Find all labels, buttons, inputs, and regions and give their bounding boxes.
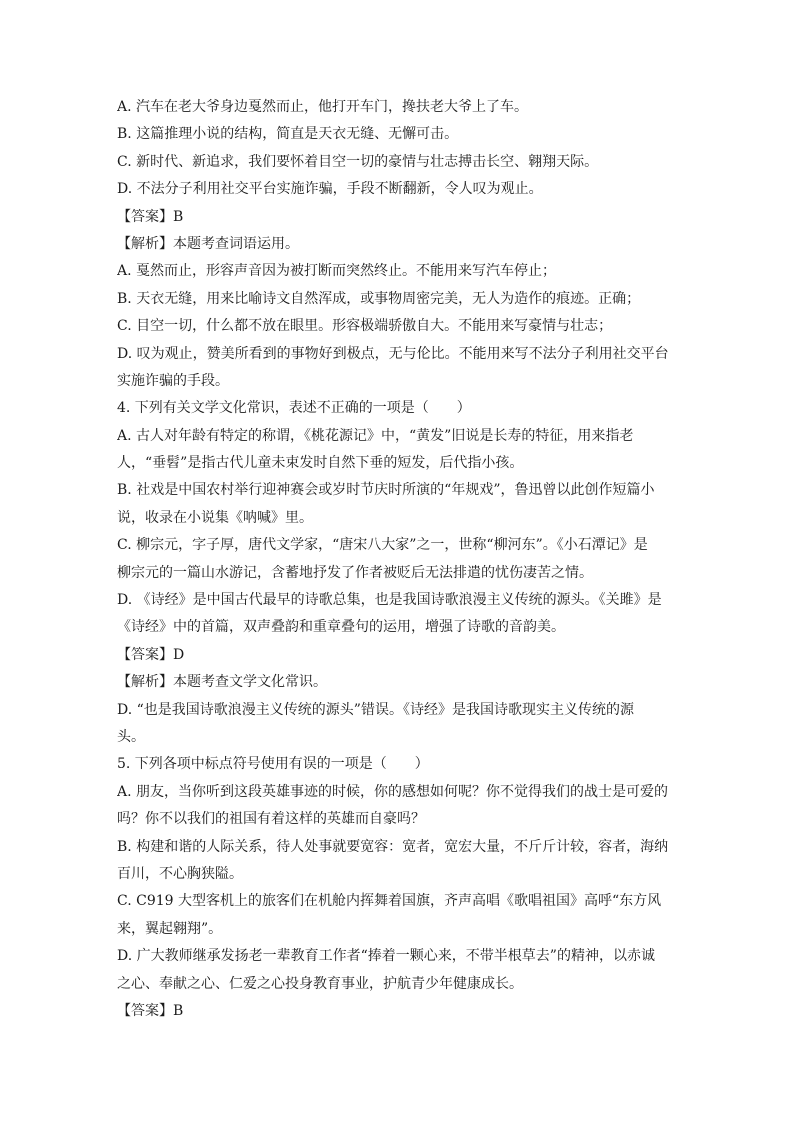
text-line: D. “也是我国诗歌浪漫主义传统的源头”错误。《诗经》是我国诗歌现实主义传统的源: [117, 701, 634, 718]
text-line: A. 戛然而止，形容声音因为被打断而突然终止。不能用来写汽车停止；: [117, 263, 557, 280]
text-line: 之心、奉献之心、仁爱之心投身教育事业，护航青少年健康成长。: [117, 975, 523, 992]
text-line: 头。: [117, 728, 145, 745]
text-line: 柳宗元的一篇山水游记，含蓄地抒发了作者被贬后无法排遣的忧伤凄苦之情。: [117, 564, 593, 581]
text-line: B. 社戏是中国农村举行迎神赛会或岁时节庆时所演的“年规戏”，鲁迅曾以此创作短篇小: [117, 482, 655, 499]
text-line: D. 不法分子利用社交平台实施诈骗，手段不断翻新，令人叹为观止。: [117, 181, 543, 198]
text-line: C. C919 大型客机上的旅客们在机舱内挥舞着国旗，齐声高唱《歌唱祖国》高呼“东方风: [117, 893, 662, 910]
document-body: [117, 94, 677, 1025]
text-line: 吗？你不以我们的祖国有着这样的英雄而自豪吗？: [117, 811, 425, 828]
text-line: C. 目空一切，什么都不放在眼里。形容极端骄傲自大。不能用来写豪情与壮志；: [117, 318, 613, 335]
answer-line: 【答案】B: [117, 208, 184, 225]
text-line: 来，翼起翱翔”。: [117, 920, 223, 937]
text-line: 实施诈骗的手段。: [117, 372, 229, 389]
question-line: 5. 下列各项中标点符号使用有误的一项是（ ）: [117, 756, 429, 773]
answer-line: 【答案】D: [117, 646, 185, 663]
text-line: A. 朋友，当你听到这段英雄事迹的时候，你的感想如何呢？你不觉得我们的战士是可爱的: [117, 783, 669, 800]
text-line: 百川，不心胸狭隘。: [117, 865, 243, 882]
text-line: 《诗经》中的首篇，双声叠韵和重章叠句的运用，增强了诗歌的音韵美。: [117, 619, 565, 636]
text-line: 说，收录在小说集《呐喊》里。: [117, 509, 313, 526]
text-line: D. 叹为观止，赞美所看到的事物好到极点，无与伦比。不能用来写不法分子利用社交平台: [117, 345, 669, 362]
text-line: A. 汽车在老大爷身边戛然而止，他打开车门，搀扶老大爷上了车。: [117, 99, 529, 115]
question-line: 4. 下列有关文学文化常识，表述不正确的一项是（ ）: [117, 400, 471, 417]
text-line: D. 广大教师继承发扬老一辈教育工作者“捧着一颗心来，不带半根草去”的精神，以赤诚: [117, 948, 655, 965]
text-line: B. 这篇推理小说的结构，简直是天衣无缝、无懈可击。: [117, 126, 459, 143]
text-line: B. 构建和谐的人际关系，待人处事就要宽容：宽者，宽宏大量，不斤斤计较，容者，海纳: [117, 838, 669, 855]
text-line: B. 天衣无缝，用来比喻诗文自然浑成，或事物周密完美，无人为造作的痕迹。正确；: [117, 290, 641, 307]
text-line: A. 古人对年龄有特定的称谓，《桃花源记》中，“黄发”旧说是长寿的特征，用来指老: [117, 427, 634, 444]
analysis-line: 【解析】本题考查词语运用。: [117, 235, 299, 252]
text-line: 人，“垂髫”是指古代儿童未束发时自然下垂的短发，后代指小孩。: [117, 455, 524, 472]
text-line: D. 《诗经》是中国古代最早的诗歌总集，也是我国诗歌浪漫主义传统的源头。《关雎》是: [117, 592, 662, 609]
text-line: C. 柳宗元，字子厚，唐代文学家，“唐宋八大家”之一，世称“柳河东”。《小石潭记》是: [117, 537, 648, 554]
analysis-line: 【解析】本题考查文学文化常识。: [117, 674, 327, 691]
text-line: C. 新时代、新追求，我们要怀着目空一切的豪情与壮志搏击长空、翱翔天际。: [117, 153, 599, 170]
answer-line: 【答案】B: [117, 1002, 184, 1019]
